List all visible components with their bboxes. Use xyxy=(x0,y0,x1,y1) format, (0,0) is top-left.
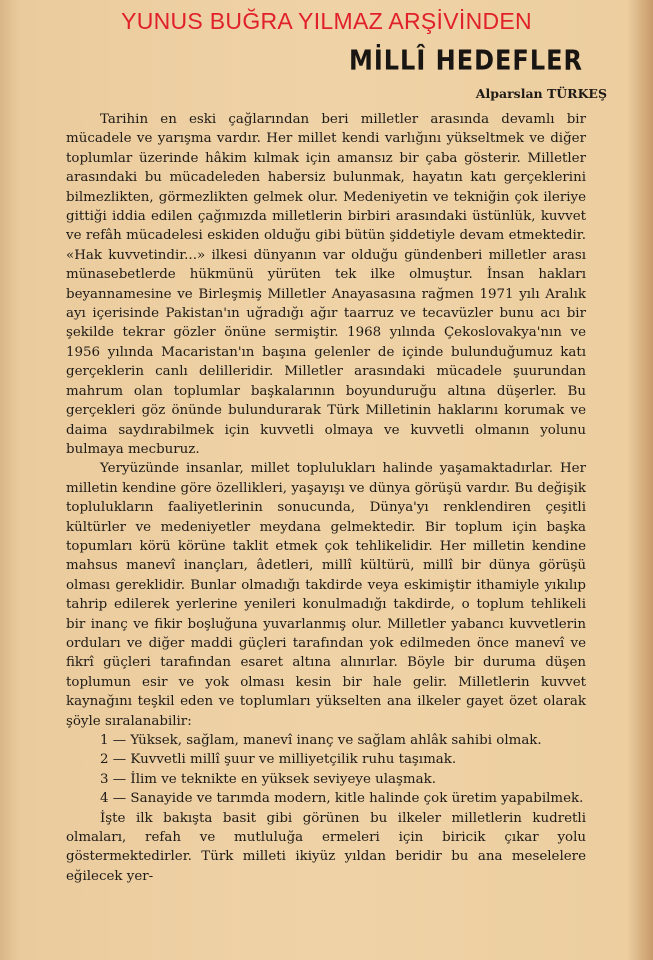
article-body xyxy=(66,110,586,886)
archive-caption: YUNUS BUĞRA YILMAZ ARŞİVİNDEN xyxy=(121,8,532,34)
article-title: MİLLÎ HEDEFLER xyxy=(348,44,583,77)
paragraph-1: Tarihin en eski çağlarından beri milletler arasında devamlı bir mücadele ve yarışma vardır. Her millet kendi varlığını yükseltmek ve diğer toplumlar üzerinde hâkim kılmak için amansız bir çaba gösterir. Milletler arasındaki bu mücadeleden habersiz bulunmak, hayatın katı gerçeklerini bilmezlikten, görmezlikten gelmek olur. Medeniyetin ve tekniğin çok ileriye gittiği iddia edilen çağımızda milletlerin birbiri arasındaki üstünlük, kuvvet ve refâh mücadelesi eskiden olduğu gibi bütün şiddetiyle devam etmektedir. «Hak kuvvetindir...» ilkesi dünyanın var olduğu gündenberi milletler arası münasebetlerde hükmünü yürüten tek ilke olmuştur. İnsan hakları beyannamesine ve Birleşmiş Milletler Anayasasına rağmen 1971 yılı Aralık ayı içerisinde Pakistan'ın uğradığı ağır taarruz ve tecavüzler bunu acı bir şekilde tekrar gözler önüne sermiştir. 1968 yılında Çekoslovakya'nın ve 1956 yılında Macaristan'ın başına gelenler de içinde bulunduğumuz katı gerçeklerin canlı delilleridir. Milletler arasındaki mücadele şuurundan mahrum olan toplumlar başkalarının boyunduruğu altına düşerler. Bu gerçekleri göz önünde bulundurarak Türk Milletinin haklarını korumak ve daima saydırabilmek için kuvvetli olmaya ve kuvvetli olmanın yolunu bulmaya mecburuz. xyxy=(66,112,586,457)
list-item-1: 1 — Yüksek, sağlam, manevî inanç ve sağlam ahlâk sahibi olmak. xyxy=(100,733,542,748)
paragraph-2: Yeryüzünde insanlar, millet toplulukları halinde yaşamaktadırlar. Her milletin kendine göre özellikleri, yaşayışı ve dünya görüşü vardır. Bu değişik toplulukların faaliyetlerinin sonucunda, Dünya'yı renklendiren çeşitli kültürler ve medeniyetler meydana gelmektedir. Bir toplum için başka topumları körü körüne taklit etmek çok tehlikelidir. Her milletin kendine mahsus manevî inançları, âdetleri, millî kültürü, millî bir dünya görüşü olması gereklidir. Bunlar olmadığı takdirde veya eskimiştir ithamiyle yıkılıp tahrip edilerek yerlerine yenileri konulmadığı takdirde, o toplum tehlikeli bir inanç ve fikir boşluğuna yuvarlanmış olur. Milletler yabancı kuvvetlerin orduları ve diğer maddi güçleri tarafından yok edilmeden önce manevî ve fikrî güçleri tarafından esaret altına alınırlar. Böyle bir duruma düşen toplumun esir ve yok olması kesin bir hale gelir. Milletlerin kuvvet kaynağını teşkil eden ve toplumları yükselten ana ilkeler gayet özet olarak şöyle sıralanabilir: xyxy=(66,461,586,729)
list-item-4: 4 — Sanayide ve tarımda modern, kitle halinde çok üretim yapabilmek. xyxy=(100,791,584,807)
list-item-3: 3 — İlim ve teknikte en yüksek seviyeye ulaşmak. xyxy=(100,771,436,787)
author-name: Alparslan TÜRKEŞ xyxy=(475,86,607,101)
list-item-2: 2 — Kuvvetli millî şuur ve milliyetçilik ruhu taşımak. xyxy=(100,752,457,768)
paragraph-3: İşte ilk bakışta basit gibi görünen bu ilkeler milletlerin kudretli olmaları, refah ve mutluluğa ermeleri için biricik çıkar yolu göstermektedirler. Türk milleti ikiyüz yıldan beridir bu ana meselelere eğilecek yer- xyxy=(66,810,586,884)
